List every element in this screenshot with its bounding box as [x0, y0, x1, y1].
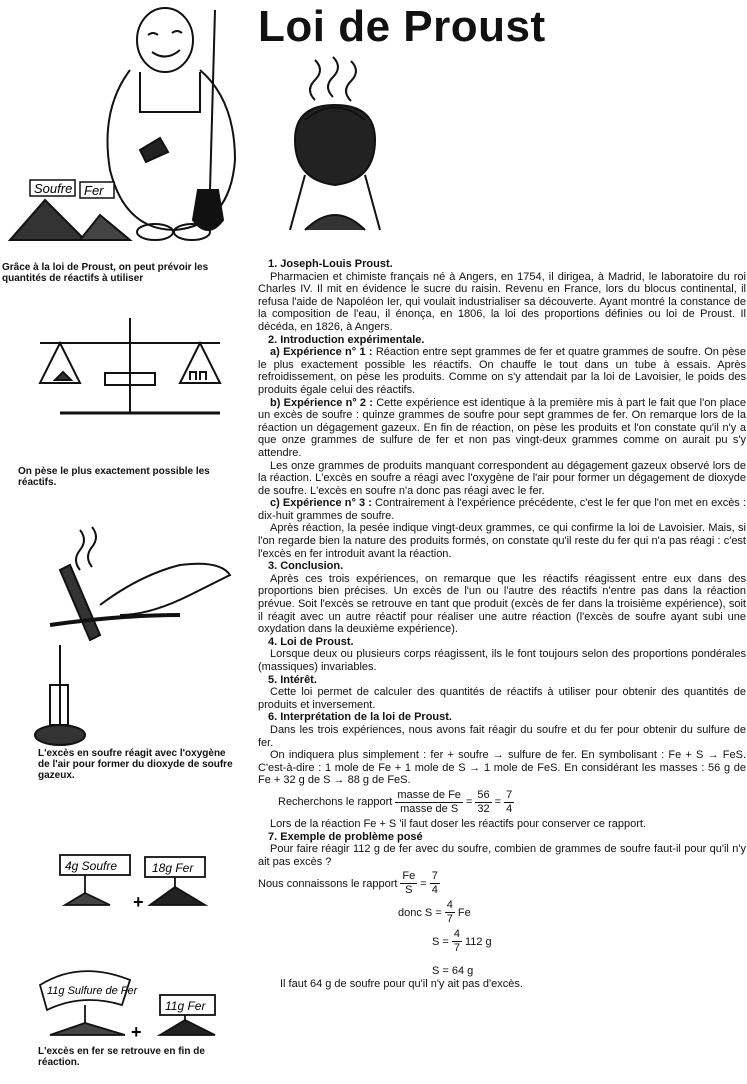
- section-6-heading: 6. Interprétation de la loi de Proust.: [268, 711, 452, 724]
- section-3-text: Après ces trois expériences, on remarque que les réactifs réagissent entre eux dans des proportions bien précises. Un excès de l'un ou l'autre des réactifs n'entre pas dans la réaction prévue. Soit l'excès se retrouve en tant que produit (excès de fer dans la troisième expérience), soit il réagit avec un autre réactif pour réaliser une autre réaction (l'excès de soufre ayant subi une oxydation dans la deuxième expérience).: [258, 572, 746, 636]
- experience-1-text: Réaction entre sept grammes de fer et quatre grammes de soufre. On pèse le plus exactement possible les réactifs. On chauffe le tout dans un tube à essais. Après refroidissement, on pèse les produits. Comme on s'y attendait par la loi de Lavoisier, le poids des produits égale celui des réactifs.: [258, 346, 747, 396]
- sign-11g-sulfure: 11g Sulfure de Fer: [47, 985, 138, 997]
- section-7-heading: 7. Exemple de problème posé: [268, 830, 423, 843]
- balance-illustration: [20, 318, 240, 428]
- article-body: [258, 258, 746, 991]
- section-6-text-2: On indiquera plus simplement : fer + soufre → sulfure de fer. En symbolisant : Fe + S → FeS. C'est-à-dire : 1 mole de Fe + 1 mole de S → 1 mole de FeS. En considérant les masses : 56 g de Fe + 32 g de S → 88 g de FeS.: [258, 749, 746, 787]
- result-equation: S = 64 g: [432, 965, 474, 978]
- experience-2: [258, 397, 746, 460]
- sign-18g-fer: 18g Fer: [152, 861, 194, 875]
- section-5-text: Cette loi permet de calculer des quantités de réactifs à utiliser pour obtenir des quantités de produits et inversement.: [258, 686, 746, 711]
- ratio-fraction-56-32: $\frac{56}{32}$: [477, 788, 490, 815]
- ratio-equation: [278, 789, 746, 816]
- ratio-fraction-masses: [395, 789, 463, 816]
- cauldron-illustration: [275, 55, 395, 250]
- experience-3-label: c) Expérience n° 3 :: [270, 497, 372, 510]
- experience-3-text-2: Après réaction, la pesée indique vingt-deux grammes, ce qui confirme la loi de Lavoisier. Mais, si l'on regarde bien la nature des produits formés, on constate qu'il reste du fer qui n'a pas réagi : c'est l'excès en fer introduit avant la réaction.: [258, 522, 746, 560]
- proust-character-illustration: [0, 0, 250, 255]
- experience-3-produits-illustration: [35, 960, 230, 1040]
- experience-3-text: Contrairement à l'expérience précédente, c'est le fer que l'on met en excès : dix-huit grammes de soufre.: [258, 497, 746, 522]
- donc-equation: donc S = $\frac{4}{7}$ Fe: [398, 899, 471, 926]
- caption-2: On pèse le plus exactement possible les réactifs.: [18, 466, 210, 488]
- page-title: Loi de Proust: [258, 2, 546, 51]
- known-ratio: Nous connaissons le rapport $\frac{Fe}{S}$ = $\frac{7}{4}$: [258, 870, 438, 897]
- ratio-prefix: Recherchons le rapport: [278, 796, 393, 809]
- section-7-text: Pour faire réagir 112 g de fer avec du soufre, combien de grammes de soufre faut-il pour qu'il n'y ait pas excès ?: [258, 843, 746, 868]
- experience-1: [258, 346, 746, 396]
- test-tube-heating-illustration: [20, 525, 240, 760]
- section-1-heading: 1. Joseph-Louis Proust.: [268, 258, 393, 270]
- sign-4g-soufre: 4g Soufre: [65, 859, 118, 873]
- experience-2-label: b) Expérience n° 2 :: [270, 396, 373, 409]
- experience-2-text: Cette expérience est identique à la première mis à part le fait que l'on place un excès de soufre : quinze grammes de soufre pour sept grammes de fer. On remarque lors de la réaction un dégagement gazeux. En fin de réaction, on pèse les produits et l'on constate qu'il n'y a que onze grammes de sulfure de fer et non pas vingt-deux grammes comme on aurait pu s'y attendre.: [258, 396, 746, 459]
- sign-fer: Fer: [84, 183, 104, 198]
- section-4-heading: 4. Loi de Proust.: [268, 635, 354, 648]
- section-6-text-3: Lors de la réaction Fe + S 'il faut doser les réactifs pour conserver ce rapport.: [270, 817, 646, 830]
- plus-sign-1: +: [133, 892, 144, 912]
- section-7-conclusion: Il faut 64 g de soufre pour qu'il n'y ait pas d'excès.: [280, 977, 523, 990]
- section-4-text: Lorsque deux ou plusieurs corps réagissent, ils le font toujours selon des proportions pondérales (massiques) invariables.: [258, 648, 746, 673]
- sign-11g-fer: 11g Fer: [165, 999, 206, 1013]
- caption-1: Grâce à la loi de Proust, on peut prévoir les quantités de réactifs à utiliser: [2, 262, 209, 284]
- section-1-text: Pharmacien et chimiste français né à Angers, en 1754, il dirigea, à Madrid, le laboratoire du roi Charles IV. Il mit en évidence le sucre du raisin. Revenu en France, lors du blocus continental, il refusa l'aide de Napoléon Ier, qui voulait industrialiser sa découverte. Ayant montré la constance de la composition de l'eau, il énonça, en 1806, la loi des proportions définies ou loi de Proust. Il décéda, en 1826, à Angers.: [258, 270, 746, 333]
- experience-2-text-2: Les onze grammes de produits manquant correspondent au dégagement gazeux observé lors de la réaction. L'excès en soufre a réagi avec l'oxygène de l'air pour former un dégagement de dioxyde de soufre. L'excès en soufre n'a donc pas réagi avec le fer.: [258, 459, 746, 497]
- sign-soufre: Soufre: [34, 181, 73, 196]
- fraction-4-7-b: $\frac{4}{7}$: [453, 928, 460, 955]
- experience-3-reactifs-illustration: [55, 835, 230, 920]
- fraction-fe-s: $\frac{Fe}{S}$: [402, 870, 416, 897]
- fraction-4-7: $\frac{4}{7}$: [446, 899, 453, 926]
- ratio-fraction-7-4: $\frac{7}{4}$: [506, 788, 513, 815]
- section-5-heading: 5. Intérêt.: [268, 673, 317, 686]
- ratio-denominator: masse de S: [400, 802, 459, 815]
- ratio-equals-1: =: [465, 796, 473, 809]
- ratio-equals-2: =: [494, 796, 502, 809]
- section-6-text-1: Dans les trois expériences, nous avons fait réagir du soufre et du fer pour obtenir du sulfure de fer.: [258, 723, 746, 749]
- caption-3: L'excès en soufre réagit avec l'oxygène de l'air pour former du dioxyde de soufre gazeux.: [38, 748, 233, 781]
- numeric-equation: S = $\frac{4}{7}$ 112 g: [432, 928, 492, 955]
- caption-4: L'excès en fer se retrouve en fin de réaction.: [38, 1046, 205, 1068]
- fraction-7-4: $\frac{7}{4}$: [431, 870, 438, 897]
- section-3-heading: 3. Conclusion.: [268, 560, 344, 573]
- experience-1-label: a) Expérience n° 1 :: [270, 346, 373, 359]
- plus-sign-2: +: [131, 1022, 142, 1040]
- experience-3: [258, 497, 746, 522]
- ratio-numerator: masse de Fe: [397, 788, 461, 801]
- section-2-heading: 2. Introduction expérimentale.: [268, 333, 425, 346]
- known-ratio-prefix: Nous connaissons le rapport: [258, 877, 398, 890]
